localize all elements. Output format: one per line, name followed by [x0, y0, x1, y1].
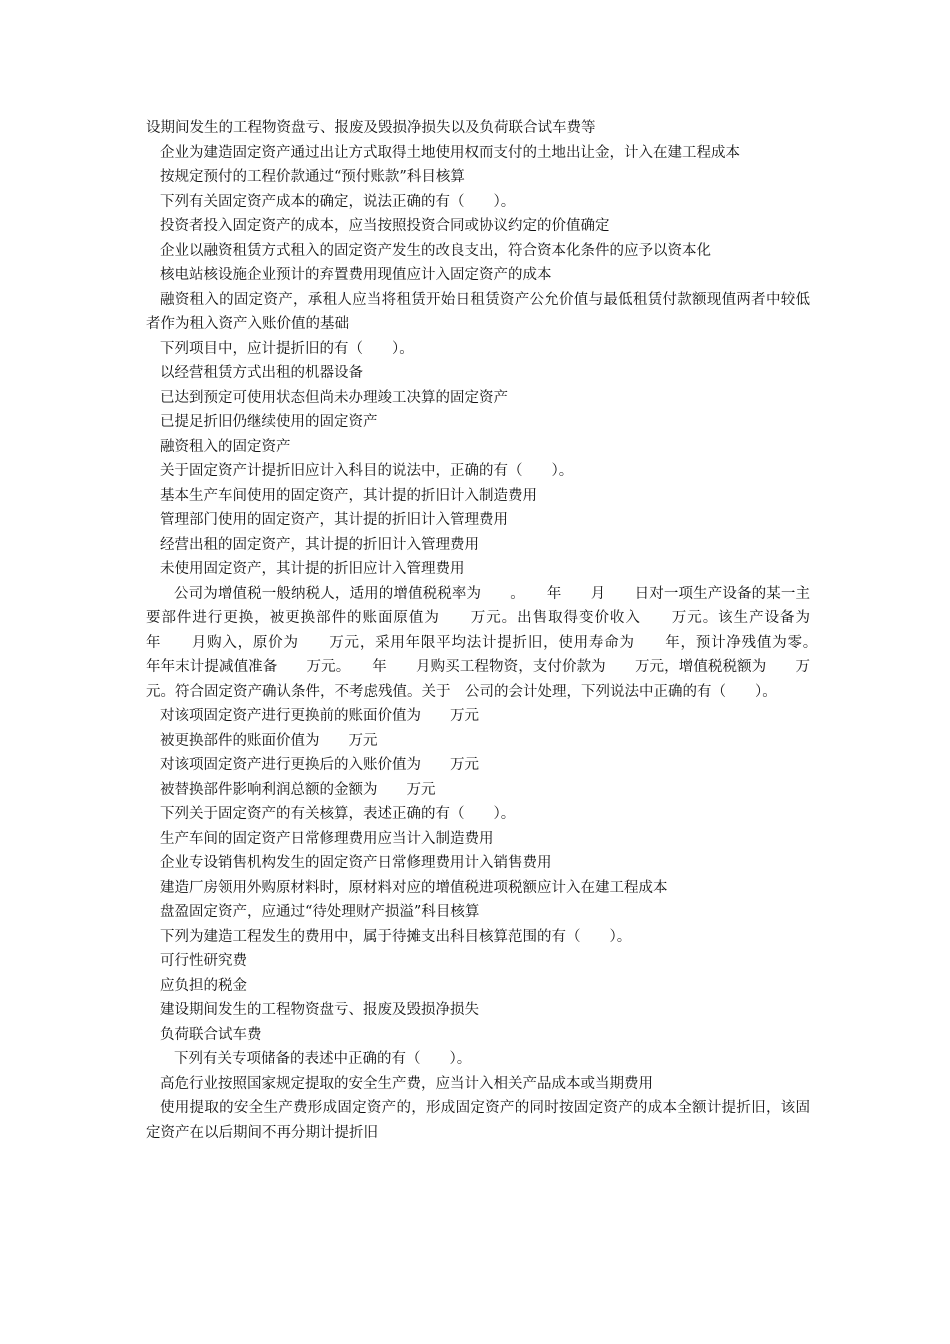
- text-line: 下列有关固定资产成本的确定，说法正确的有（ ）。: [160, 193, 516, 210]
- text-line: 下列为建造工程发生的费用中，属于待摊支出科目核算范围的有（ ）。: [160, 928, 632, 945]
- text-line: 高危行业按照国家规定提取的安全生产费，应当计入相关产品成本或当期费用: [160, 1075, 653, 1092]
- text-line: 公司为增值税一般纳税人，适用的增值税税率为 。 年 月 日对一项生产设备的某一主要部件进行更换，被更换部件的账面原值为 万元。出售取得变价收入 万元。该生产设备为 年 月购入，原价为 万元，采用年限平均法计提折旧，使用寿命为 年，预计净残值为零。 年年末计提减值准备 万元。 年 月购买工程物资，支付价款为 万元，增值税税额为 万元。符合固定资产确认条件，不考虑残值。关于 公司的会计处理，下列说法中正确的有（ ）。: [146, 585, 839, 700]
- text-line: 应负担的税金: [160, 977, 247, 994]
- text-line: 以经营租赁方式出租的机器设备: [160, 365, 363, 381]
- text-line: 基本生产车间使用的固定资产，其计提的折旧计入制造费用: [160, 487, 537, 504]
- text-line: 对该项固定资产进行更换后的入账价值为 万元: [160, 757, 479, 773]
- text-line: 投资者投入固定资产的成本，应当按照投资合同或协议约定的价值确定: [160, 218, 610, 234]
- text-line: 关于固定资产计提折旧应计入科目的说法中，正确的有（ ）。: [160, 463, 574, 479]
- text-line: 被替换部件影响利润总额的金额为 万元: [160, 781, 436, 798]
- text-line: 使用提取的安全生产费形成固定资产的，形成固定资产的同时按固定资产的成本全额计提折旧，该固定资产在以后期间不再分期计提折旧: [146, 1100, 810, 1141]
- text-line: 被更换部件的账面价值为 万元: [160, 732, 378, 749]
- text-line: 企业专设销售机构发生的固定资产日常修理费用计入销售费用: [160, 855, 552, 871]
- text-line: 设期间发生的工程物资盘亏、报废及毁损净损失以及负荷联合试车费等: [146, 120, 596, 136]
- text-line: 负荷联合试车费: [160, 1026, 262, 1043]
- text-line: 核电站核设施企业预计的弃置费用现值应计入固定资产的成本: [160, 267, 552, 283]
- text-line: 下列有关专项储备的表述中正确的有（ ）。: [174, 1051, 472, 1067]
- text-line: 建造厂房领用外购原材料时，原材料对应的增值税进项税额应计入在建工程成本: [160, 879, 668, 896]
- text-line: 盘盈固定资产，应通过“待处理财产损溢”科目核算: [160, 904, 480, 920]
- text-line: 企业为建造固定资产通过出让方式取得土地使用权而支付的土地出让金，计入在建工程成本: [160, 144, 740, 161]
- text-line: 生产车间的固定资产日常修理费用应当计入制造费用: [160, 830, 494, 847]
- text-line: 管理部门使用的固定资产，其计提的折旧计入管理费用: [160, 512, 508, 528]
- text-line: 融资租入的固定资产，承租人应当将租赁开始日租赁资产公允价值与最低租赁付款额现值两者中较低者作为租入资产入账价值的基础: [146, 291, 810, 332]
- text-line: 下列项目中，应计提折旧的有（ ）。: [160, 340, 414, 357]
- text-line: 按规定预付的工程价款通过“预付账款”科目核算: [160, 169, 465, 185]
- text-line: 对该项固定资产进行更换前的账面价值为 万元: [160, 708, 479, 724]
- text-line: 下列关于固定资产的有关核算，表述正确的有（ ）。: [160, 806, 516, 822]
- document-body: [146, 116, 839, 1145]
- text-line: 已提足折旧仍继续使用的固定资产: [160, 414, 378, 430]
- text-line: 建设期间发生的工程物资盘亏、报废及毁损净损失: [160, 1002, 479, 1018]
- text-line: 已达到预定可使用状态但尚未办理竣工决算的固定资产: [160, 389, 508, 406]
- text-line: 融资租入的固定资产: [160, 438, 291, 455]
- text-line: 可行性研究费: [160, 953, 247, 969]
- text-line: 企业以融资租赁方式租入的固定资产发生的改良支出，符合资本化条件的应予以资本化: [160, 242, 711, 259]
- text-line: 经营出租的固定资产，其计提的折旧计入管理费用: [160, 536, 479, 553]
- text-line: 未使用固定资产，其计提的折旧应计入管理费用: [160, 561, 465, 577]
